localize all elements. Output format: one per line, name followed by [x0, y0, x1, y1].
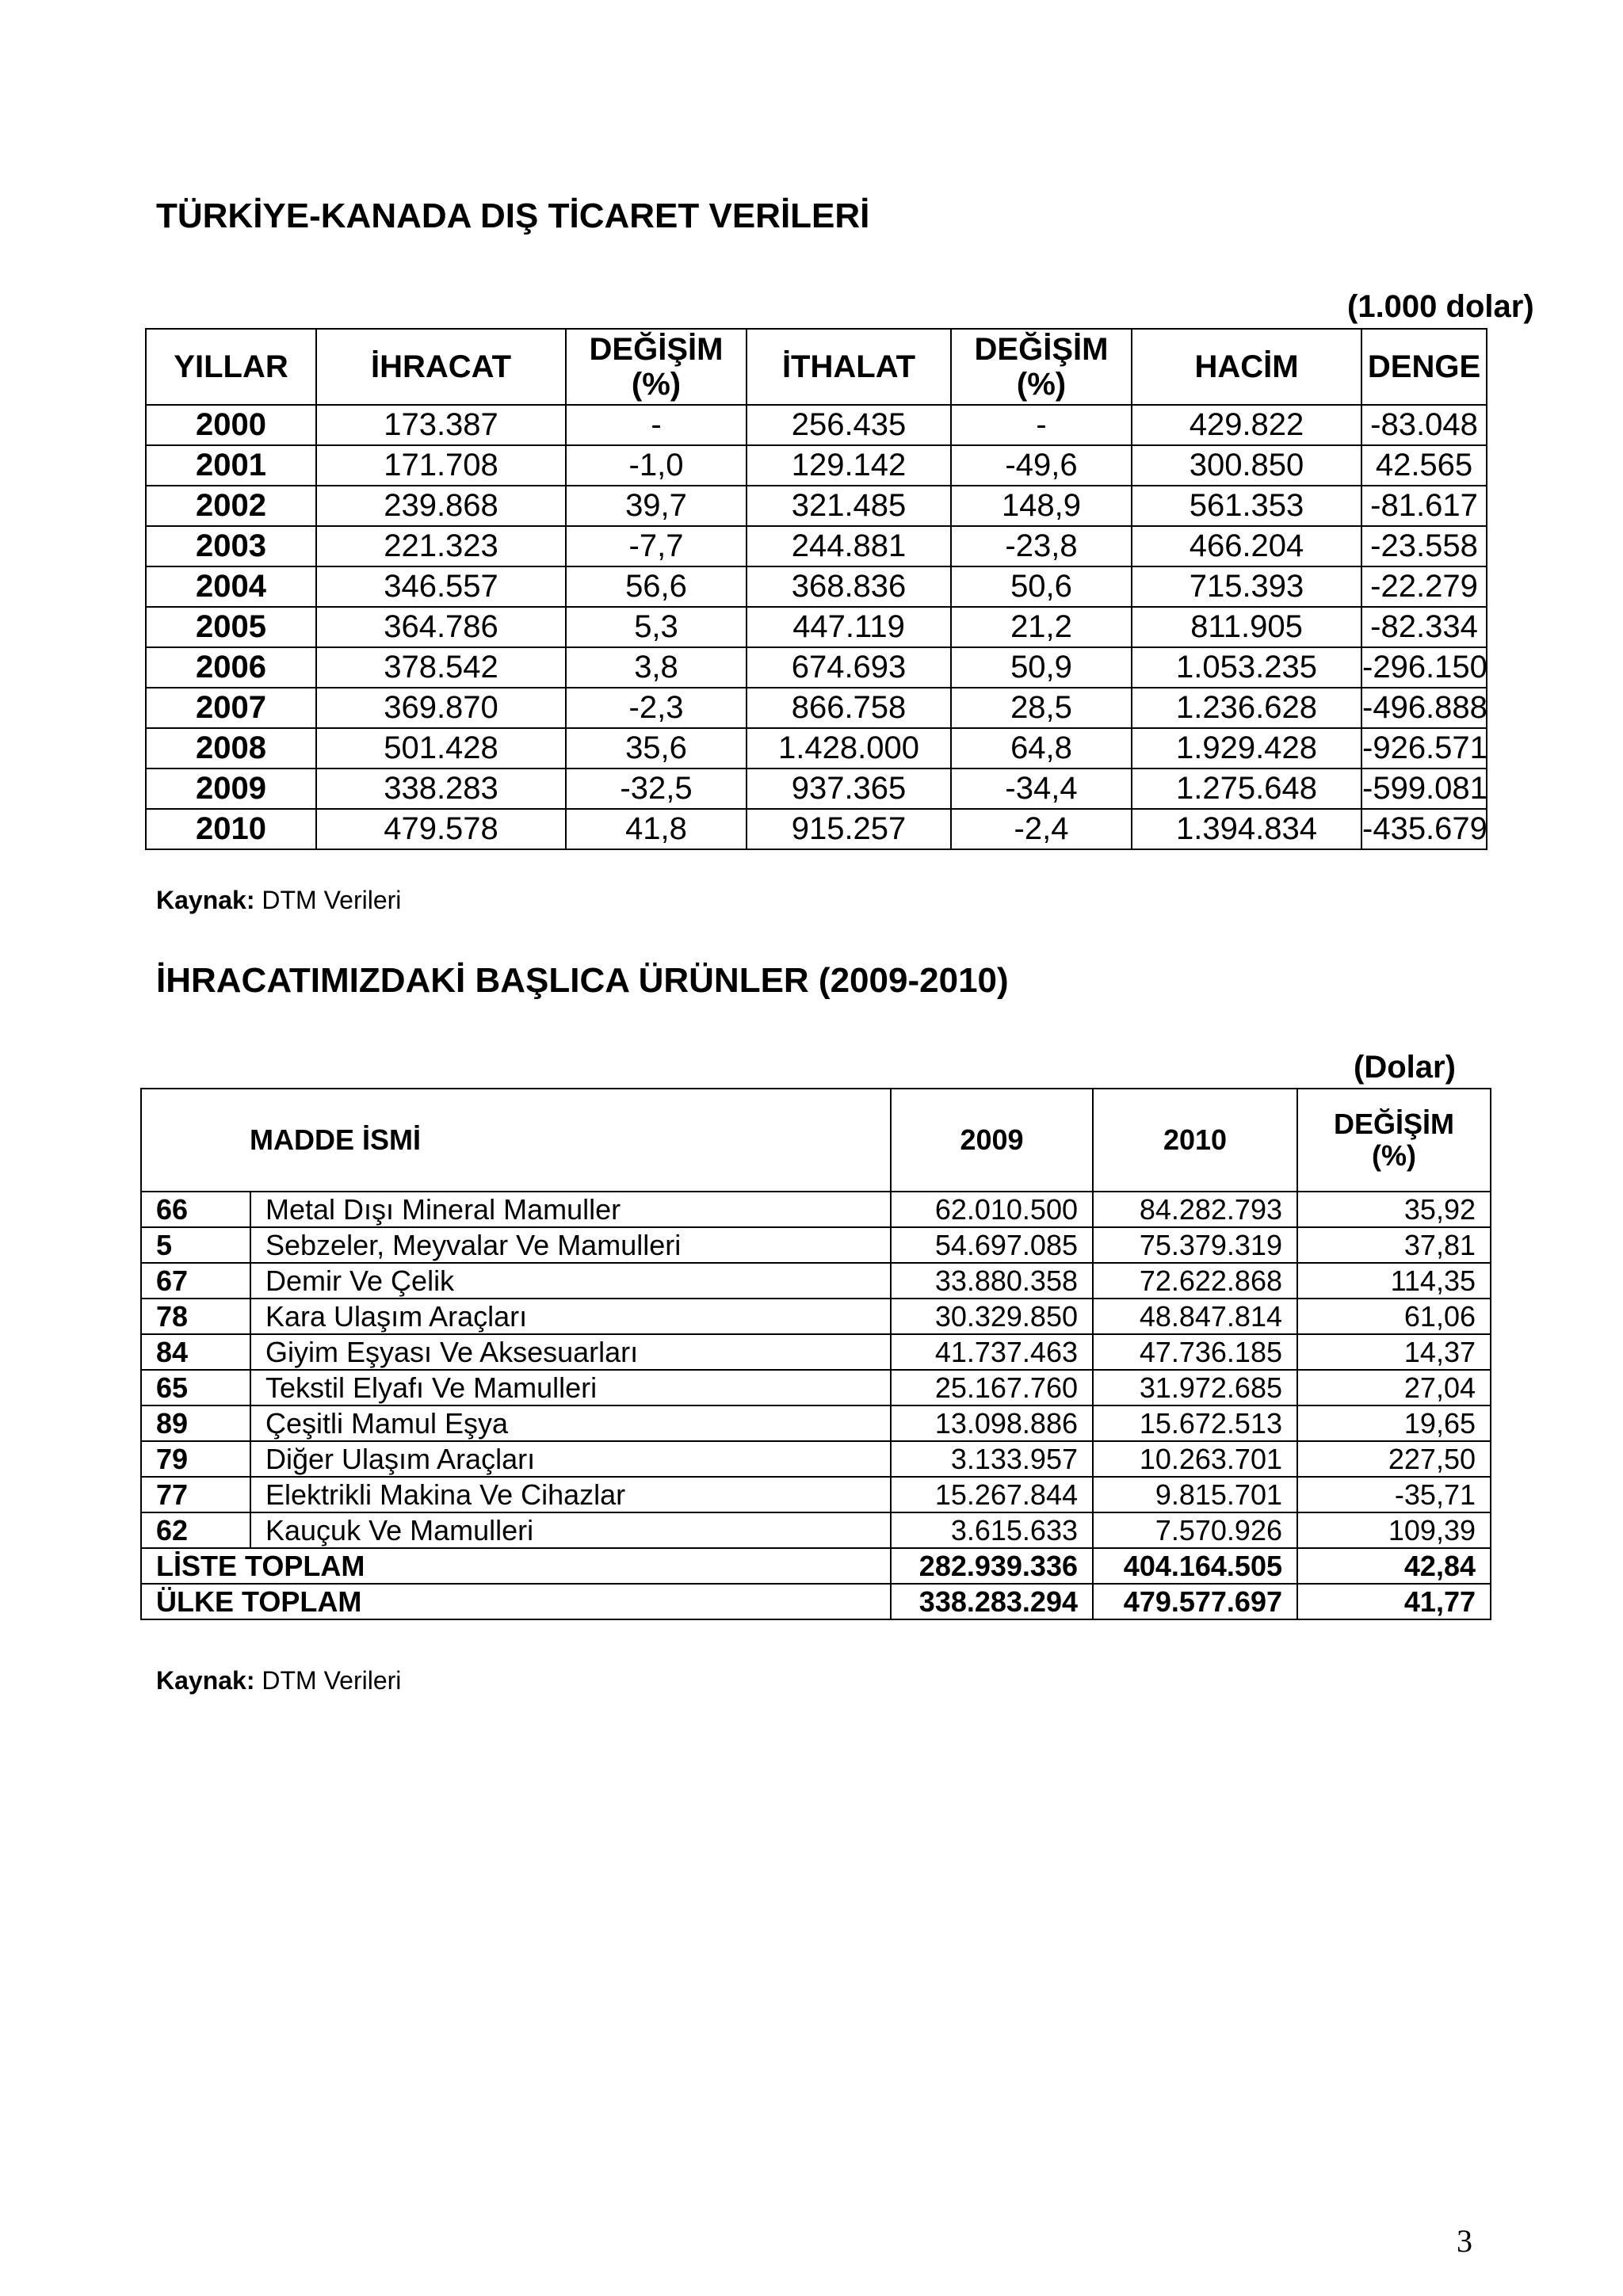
total-cell-change: 41,77 [1297, 1584, 1491, 1619]
trade-cell-volume: 1.053.235 [1132, 647, 1361, 688]
trade-cell-exp-change: - [566, 405, 747, 445]
trade-cell-imp-change: - [951, 405, 1132, 445]
trade-cell-imports: 1.428.000 [747, 728, 951, 769]
product-cell-name: Diğer Ulaşım Araçları [250, 1441, 891, 1477]
trade-cell-exp-change: 35,6 [566, 728, 747, 769]
product-cell-change: 61,06 [1297, 1299, 1491, 1334]
header-exports: İHRACAT [316, 329, 566, 405]
product-cell-v2010: 7.570.926 [1093, 1512, 1297, 1548]
product-cell-change: 19,65 [1297, 1405, 1491, 1441]
product-cell-v2010: 48.847.814 [1093, 1299, 1297, 1334]
products-table-row [141, 1370, 1491, 1405]
products-table-row [141, 1227, 1491, 1263]
product-cell-change: 227,50 [1297, 1441, 1491, 1477]
product-cell-v2010: 47.736.185 [1093, 1334, 1297, 1370]
trade-cell-year: 2008 [146, 728, 316, 769]
header-item-name: MADDE İSMİ [141, 1089, 891, 1192]
trade-cell-exports: 501.428 [316, 728, 566, 769]
trade-cell-imp-change: 50,9 [951, 647, 1132, 688]
section1-title: TÜRKİYE-KANADA DIŞ TİCARET VERİLERİ [156, 196, 870, 235]
trade-cell-exp-change: 41,8 [566, 809, 747, 849]
total-cell-change: 42,84 [1297, 1548, 1491, 1584]
product-cell-change: 114,35 [1297, 1263, 1491, 1299]
total-label: ÜLKE TOPLAM [141, 1584, 891, 1619]
trade-cell-imp-change: -2,4 [951, 809, 1132, 849]
trade-cell-exp-change: 3,8 [566, 647, 747, 688]
products-table-header [141, 1089, 1491, 1192]
trade-cell-exports: 173.387 [316, 405, 566, 445]
trade-cell-balance: -22.279 [1361, 566, 1487, 607]
products-table-row [141, 1334, 1491, 1370]
trade-cell-exports: 171.708 [316, 445, 566, 486]
product-cell-v2009: 15.267.844 [891, 1477, 1093, 1512]
product-cell-v2010: 10.263.701 [1093, 1441, 1297, 1477]
trade-cell-balance: -83.048 [1361, 405, 1487, 445]
trade-table-header [146, 329, 1487, 405]
trade-table-row [146, 486, 1487, 526]
product-cell-v2009: 3.133.957 [891, 1441, 1093, 1477]
trade-table-row [146, 566, 1487, 607]
total-cell-v2010: 404.164.505 [1093, 1548, 1297, 1584]
product-cell-v2010: 75.379.319 [1093, 1227, 1297, 1263]
trade-table-row [146, 445, 1487, 486]
product-cell-name: Sebzeler, Meyvalar Ve Mamulleri [250, 1227, 891, 1263]
products-table-row [141, 1477, 1491, 1512]
total-cell-v2010: 479.577.697 [1093, 1584, 1297, 1619]
trade-cell-year: 2009 [146, 769, 316, 809]
product-cell-v2009: 25.167.760 [891, 1370, 1093, 1405]
trade-cell-balance: -599.081 [1361, 769, 1487, 809]
product-cell-change: 14,37 [1297, 1334, 1491, 1370]
product-cell-code: 78 [141, 1299, 250, 1334]
trade-table-row [146, 688, 1487, 728]
trade-table-row [146, 769, 1487, 809]
trade-cell-exp-change: 39,7 [566, 486, 747, 526]
trade-cell-imp-change: 50,6 [951, 566, 1132, 607]
trade-cell-volume: 1.275.648 [1132, 769, 1361, 809]
trade-cell-year: 2004 [146, 566, 316, 607]
product-cell-change: 109,39 [1297, 1512, 1491, 1548]
total-label: LİSTE TOPLAM [141, 1548, 891, 1584]
product-cell-v2009: 62.010.500 [891, 1192, 1093, 1227]
products-total-row [141, 1548, 1491, 1584]
trade-cell-balance: -81.617 [1361, 486, 1487, 526]
trade-cell-year: 2006 [146, 647, 316, 688]
product-cell-name: Kauçuk Ve Mamulleri [250, 1512, 891, 1548]
trade-cell-imp-change: 64,8 [951, 728, 1132, 769]
trade-cell-exports: 479.578 [316, 809, 566, 849]
product-cell-change: -35,71 [1297, 1477, 1491, 1512]
product-cell-code: 5 [141, 1227, 250, 1263]
product-cell-v2010: 72.622.868 [1093, 1263, 1297, 1299]
product-cell-code: 65 [141, 1370, 250, 1405]
trade-cell-exports: 346.557 [316, 566, 566, 607]
trade-cell-exp-change: -1,0 [566, 445, 747, 486]
trade-cell-exp-change: -32,5 [566, 769, 747, 809]
trade-table-row [146, 647, 1487, 688]
product-cell-v2010: 9.815.701 [1093, 1477, 1297, 1512]
header-2009: 2009 [891, 1089, 1093, 1192]
product-cell-name: Metal Dışı Mineral Mamuller [250, 1192, 891, 1227]
products-table-row [141, 1512, 1491, 1548]
product-cell-v2009: 30.329.850 [891, 1299, 1093, 1334]
product-cell-v2010: 15.672.513 [1093, 1405, 1297, 1441]
header-balance: DENGE [1361, 329, 1487, 405]
product-cell-v2009: 54.697.085 [891, 1227, 1093, 1263]
trade-cell-year: 2000 [146, 405, 316, 445]
trade-cell-imp-change: 28,5 [951, 688, 1132, 728]
header-imports-change: DEĞİŞİM (%) [951, 329, 1132, 405]
trade-cell-volume: 811.905 [1132, 607, 1361, 647]
trade-cell-imports: 256.435 [747, 405, 951, 445]
header-change: DEĞİŞİM (%) [1297, 1089, 1491, 1192]
trade-cell-imp-change: -34,4 [951, 769, 1132, 809]
trade-table-row [146, 526, 1487, 566]
product-cell-name: Tekstil Elyafı Ve Mamulleri [250, 1370, 891, 1405]
trade-cell-balance: -435.679 [1361, 809, 1487, 849]
trade-cell-exp-change: 5,3 [566, 607, 747, 647]
section1-unit: (1.000 dolar) [1347, 289, 1534, 324]
products-table-row [141, 1405, 1491, 1441]
trade-cell-balance: -496.888 [1361, 688, 1487, 728]
product-cell-code: 77 [141, 1477, 250, 1512]
product-cell-v2009: 3.615.633 [891, 1512, 1093, 1548]
trade-cell-volume: 715.393 [1132, 566, 1361, 607]
trade-cell-year: 2007 [146, 688, 316, 728]
trade-cell-volume: 429.822 [1132, 405, 1361, 445]
trade-cell-imports: 447.119 [747, 607, 951, 647]
trade-cell-volume: 561.353 [1132, 486, 1361, 526]
product-cell-name: Kara Ulaşım Araçları [250, 1299, 891, 1334]
trade-cell-exports: 378.542 [316, 647, 566, 688]
trade-cell-year: 2002 [146, 486, 316, 526]
trade-cell-imp-change: -49,6 [951, 445, 1132, 486]
trade-cell-imp-change: -23,8 [951, 526, 1132, 566]
total-cell-v2009: 338.283.294 [891, 1584, 1093, 1619]
trade-cell-exp-change: -7,7 [566, 526, 747, 566]
products-table [140, 1088, 1491, 1620]
product-cell-name: Demir Ve Çelik [250, 1263, 891, 1299]
trade-cell-balance: -926.571 [1361, 728, 1487, 769]
header-2010: 2010 [1093, 1089, 1297, 1192]
trade-cell-balance: -296.150 [1361, 647, 1487, 688]
trade-cell-imports: 368.836 [747, 566, 951, 607]
product-cell-code: 62 [141, 1512, 250, 1548]
trade-cell-imports: 129.142 [747, 445, 951, 486]
trade-cell-year: 2001 [146, 445, 316, 486]
trade-cell-year: 2010 [146, 809, 316, 849]
section2-source: Kaynak: DTM Verileri [156, 1666, 402, 1695]
trade-cell-exports: 338.283 [316, 769, 566, 809]
section2-title: İHRACATIMIZDAKİ BAŞLICA ÜRÜNLER (2009-2010) [156, 961, 1009, 1000]
product-cell-code: 84 [141, 1334, 250, 1370]
trade-cell-imp-change: 148,9 [951, 486, 1132, 526]
trade-table [145, 328, 1487, 850]
trade-table-row [146, 405, 1487, 445]
product-cell-change: 37,81 [1297, 1227, 1491, 1263]
product-cell-change: 35,92 [1297, 1192, 1491, 1227]
trade-cell-balance: 42.565 [1361, 445, 1487, 486]
trade-cell-volume: 466.204 [1132, 526, 1361, 566]
trade-cell-imports: 321.485 [747, 486, 951, 526]
product-cell-v2010: 84.282.793 [1093, 1192, 1297, 1227]
trade-table-row [146, 809, 1487, 849]
product-cell-v2009: 33.880.358 [891, 1263, 1093, 1299]
products-table-row [141, 1299, 1491, 1334]
header-years: YILLAR [146, 329, 316, 405]
products-table-row [141, 1263, 1491, 1299]
product-cell-v2009: 13.098.886 [891, 1405, 1093, 1441]
product-cell-code: 67 [141, 1263, 250, 1299]
trade-cell-exp-change: -2,3 [566, 688, 747, 728]
product-cell-change: 27,04 [1297, 1370, 1491, 1405]
trade-cell-imports: 866.758 [747, 688, 951, 728]
header-volume: HACİM [1132, 329, 1361, 405]
trade-cell-exp-change: 56,6 [566, 566, 747, 607]
trade-cell-volume: 300.850 [1132, 445, 1361, 486]
trade-cell-year: 2005 [146, 607, 316, 647]
section2-unit: (Dolar) [1354, 1050, 1456, 1085]
trade-cell-exports: 221.323 [316, 526, 566, 566]
trade-cell-imports: 674.693 [747, 647, 951, 688]
trade-cell-volume: 1.236.628 [1132, 688, 1361, 728]
product-cell-code: 89 [141, 1405, 250, 1441]
products-table-row [141, 1192, 1491, 1227]
total-cell-v2009: 282.939.336 [891, 1548, 1093, 1584]
trade-table-row [146, 607, 1487, 647]
trade-cell-exports: 369.870 [316, 688, 566, 728]
product-cell-name: Giyim Eşyası Ve Aksesuarları [250, 1334, 891, 1370]
trade-cell-imports: 244.881 [747, 526, 951, 566]
products-table-row [141, 1441, 1491, 1477]
header-exports-change: DEĞİŞİM (%) [566, 329, 747, 405]
trade-cell-volume: 1.929.428 [1132, 728, 1361, 769]
trade-cell-exports: 364.786 [316, 607, 566, 647]
product-cell-code: 79 [141, 1441, 250, 1477]
page-number: 3 [1457, 2223, 1472, 2259]
trade-cell-balance: -82.334 [1361, 607, 1487, 647]
section1-source: Kaynak: DTM Verileri [156, 886, 402, 914]
trade-cell-year: 2003 [146, 526, 316, 566]
product-cell-code: 66 [141, 1192, 250, 1227]
trade-cell-imports: 937.365 [747, 769, 951, 809]
product-cell-v2010: 31.972.685 [1093, 1370, 1297, 1405]
header-imports: İTHALAT [747, 329, 951, 405]
product-cell-name: Elektrikli Makina Ve Cihazlar [250, 1477, 891, 1512]
product-cell-name: Çeşitli Mamul Eşya [250, 1405, 891, 1441]
trade-cell-exports: 239.868 [316, 486, 566, 526]
trade-cell-imp-change: 21,2 [951, 607, 1132, 647]
trade-cell-balance: -23.558 [1361, 526, 1487, 566]
trade-cell-imports: 915.257 [747, 809, 951, 849]
products-total-row [141, 1584, 1491, 1619]
product-cell-v2009: 41.737.463 [891, 1334, 1093, 1370]
trade-cell-volume: 1.394.834 [1132, 809, 1361, 849]
trade-table-row [146, 728, 1487, 769]
